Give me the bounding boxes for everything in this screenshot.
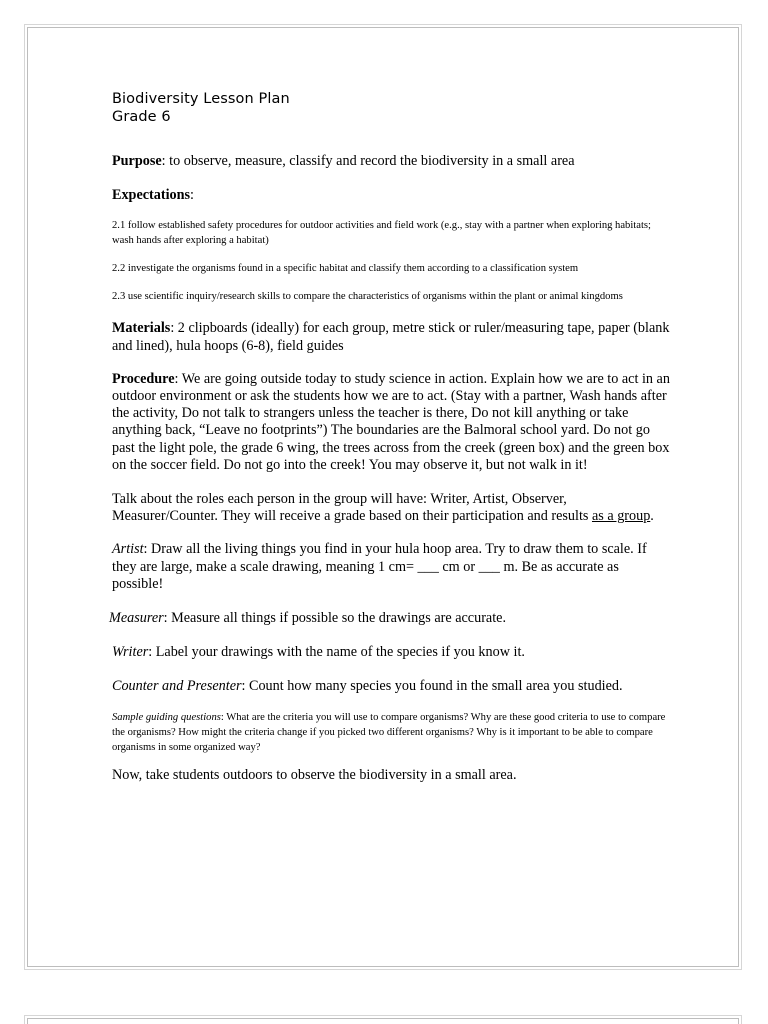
expectations-heading — [112, 187, 672, 204]
artist-text: : Draw all the living things you find in your hula hoop area. Try to draw them to scale. If they are large, make a scale drawing, meaning 1 cm= ___ cm or ___ m. Be as accurate as possible! — [112, 541, 647, 592]
expectation-item: 2.1 follow established safety procedures for outdoor activities and field work (e.g., stay with a partner when exploring habitats; wash hands after exploring a habitat) — [112, 220, 651, 247]
document-page — [27, 27, 739, 967]
counter-label: Counter and Presenter — [112, 678, 242, 695]
roles-end: . — [650, 508, 654, 525]
expectations-label: Expectations — [112, 187, 191, 204]
measurer-paragraph — [109, 610, 672, 627]
materials-text: : 2 clipboards (ideally) for each group, metre stick or ruler/measuring tape, paper (blank and lined), hula hoops (6-8), field guides — [112, 320, 670, 354]
next-document-page — [27, 1018, 739, 1024]
measurer-label: Measurer — [109, 610, 164, 627]
writer-label: Writer — [112, 644, 149, 661]
purpose-text: : to observe, measure, classify and record the biodiversity in a small area — [161, 153, 575, 169]
page-content — [109, 90, 672, 784]
grade-level: Grade 6 — [112, 109, 171, 125]
roles-underlined: as a group — [591, 508, 651, 525]
expectation-item: 2.3 use scientific inquiry/research skills to compare the characteristics of organisms within the plant or animal kingdoms — [112, 291, 623, 303]
roles-text: Talk about the roles each person in the group will have: Writer, Artist, Observer, Measurer/Counter. They will receive a grade based on their participation and results — [112, 491, 592, 525]
guiding-questions-paragraph — [112, 710, 672, 755]
expectations-colon: : — [190, 187, 194, 204]
writer-paragraph — [112, 644, 672, 661]
procedure-text: : We are going outside today to study science in action. Explain how we are to act in an outdoor environment or ask the students how we are to act. (Stay with a partner, Wash hands after the activity, Do not talk to strangers unless the teacher is there, Do not kill anything or take anything back, “Leave no footprints”) The boundaries are the Balmoral school yard. Do not go past the light pole, the grade 6 wing, the trees across from the creek (green box) and the green box on the soccer field. Do not go into the creek! You may observe it, but not walk in it! — [112, 370, 670, 473]
procedure-label: Procedure — [112, 370, 175, 387]
purpose-paragraph — [112, 153, 672, 170]
materials-paragraph — [112, 320, 672, 354]
materials-label: Materials — [112, 320, 171, 337]
guiding-text: : What are the criteria you will use to compare organisms? Why are these good criteria to use to compare the organisms? How might the criteria change if you picked two different organisms? Why is it important to be able to compare organisms in some organized way? — [112, 711, 666, 753]
procedure-paragraph — [112, 371, 672, 474]
roles-paragraph — [112, 491, 672, 525]
closing-paragraph: Now, take students outdoors to observe the biodiversity in a small area. — [112, 766, 517, 783]
artist-paragraph — [112, 541, 672, 593]
writer-text: : Label your drawings with the name of the species if you know it. — [148, 644, 525, 661]
purpose-label: Purpose — [112, 153, 162, 169]
counter-paragraph — [112, 678, 672, 695]
counter-text: : Count how many species you found in the small area you studied. — [241, 678, 623, 695]
measurer-text: : Measure all things if possible so the drawings are accurate. — [163, 610, 507, 627]
guiding-label: Sample guiding questions — [112, 711, 221, 723]
expectation-item: 2.2 investigate the organisms found in a specific habitat and classify them according to a classification system — [112, 263, 579, 275]
artist-label: Artist — [112, 541, 144, 558]
document-title: Biodiversity Lesson Plan — [112, 91, 290, 107]
